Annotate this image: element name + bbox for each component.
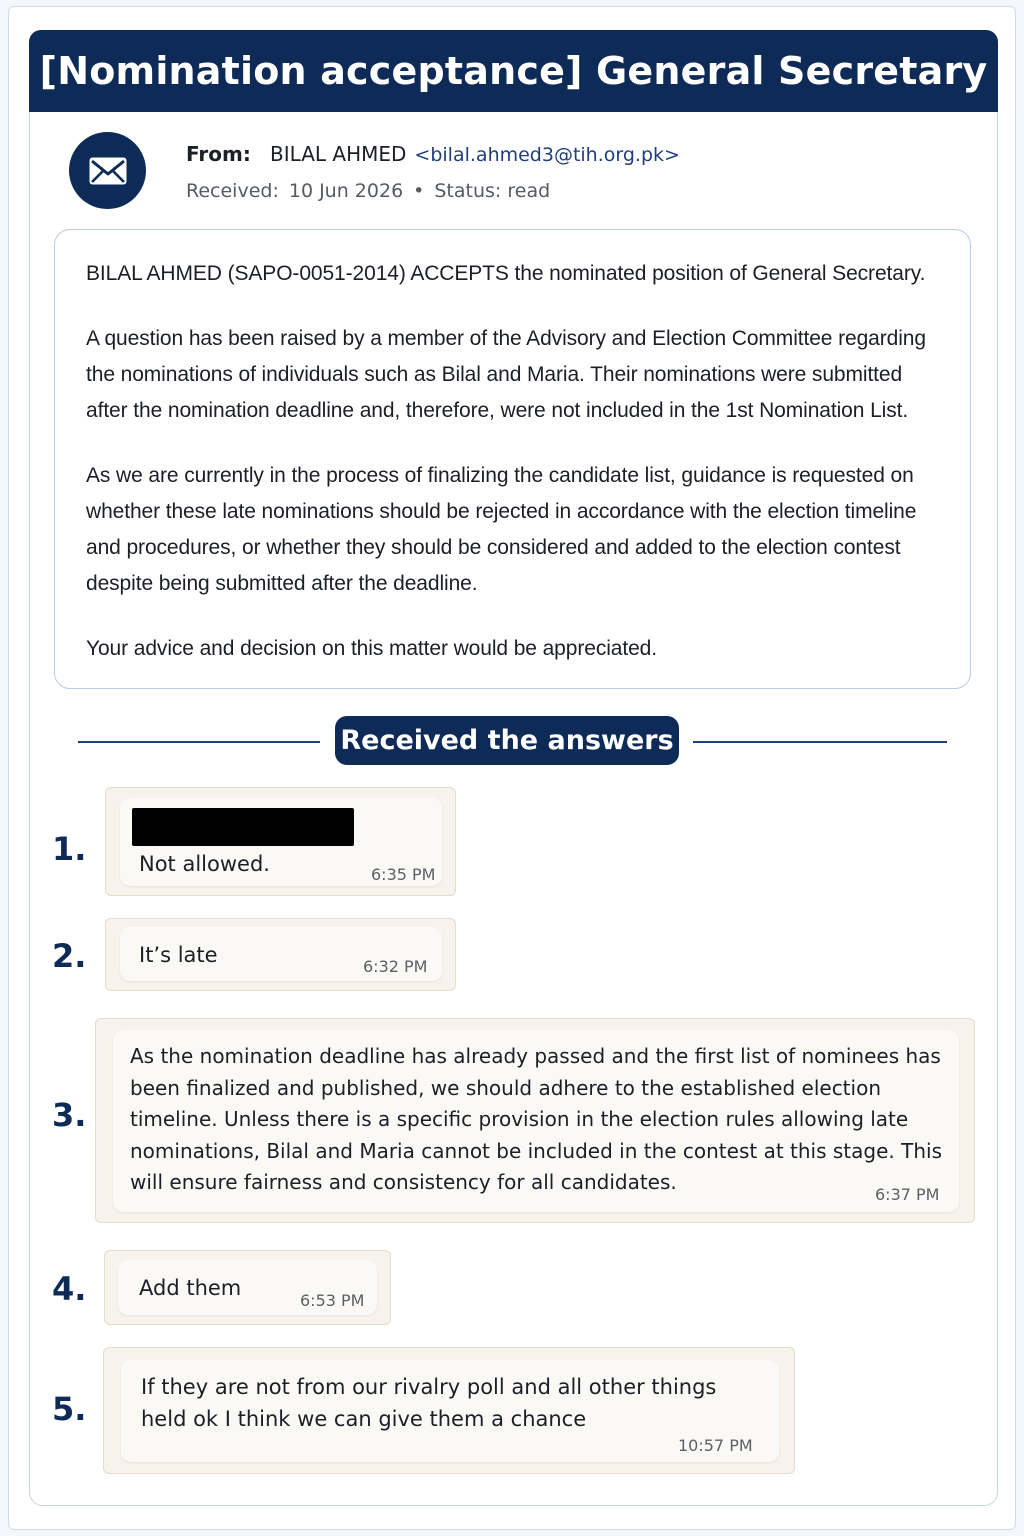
redacted-sender	[132, 808, 354, 846]
sender-line	[186, 142, 680, 166]
meta-line	[186, 180, 550, 202]
received-label: Received:	[186, 180, 279, 202]
divider-left	[78, 741, 320, 743]
title-bar	[29, 30, 998, 112]
answer-text: As the nomination deadline has already passed and the first list of nominees has been finalized and published, we should adhere to the established election timeline. Unless there is a specific provision in the election rules allowing late nominations, Bilal and Maria cannot be included in the contest at this stage. This will ensure fairness and consistency for all candidates.	[130, 1044, 942, 1194]
divider-right	[693, 741, 947, 743]
answer-text: Add them	[139, 1276, 242, 1300]
answer-number: 1.	[52, 830, 87, 868]
answer-text: If they are not from our rivalry poll and all other things held ok I think we can give them a chance	[141, 1375, 717, 1431]
read-status: Status: read	[434, 180, 551, 202]
acceptance-text: (SAPO-0051-2014) ACCEPTS the nominated position of General Secretary.	[221, 262, 926, 285]
answer-number: 2.	[52, 937, 87, 975]
closing-paragraph: Your advice and decision on this matter would be appreciated.	[86, 637, 657, 660]
received-date: 10 Jun 2026	[288, 180, 404, 202]
answer-text: It’s late	[139, 943, 218, 967]
question-paragraph: A question has been raised by a member of the Advisory and Election Committee regarding the nominations of individuals such as Bilal and Maria. Their nominations were submitted after the nomination deadline and, therefore, were not included in the 1st Nomination List.	[86, 327, 926, 422]
meta-separator: •	[413, 180, 425, 202]
sender-name: BILAL AHMED	[270, 142, 407, 166]
answer-text: Not allowed.	[139, 852, 270, 876]
envelope-icon	[69, 132, 146, 209]
email-body	[54, 229, 971, 689]
answer-time: 6:53 PM	[300, 1291, 365, 1310]
answer-time: 6:37 PM	[875, 1185, 940, 1204]
guidance-paragraph: As we are currently in the process of finalizing the candidate list, guidance is requested on whether these late nominations should be rejected in accordance with the election timeline and procedures, or whether they should be considered and added to the election contest despite being submitted after the deadline.	[86, 464, 917, 595]
answer-number: 3.	[52, 1096, 87, 1134]
answers-heading: Received the answers	[335, 716, 679, 765]
answer-number: 4.	[52, 1270, 87, 1308]
sender-email[interactable]: <bilal.ahmed3@tih.org.pk>	[414, 144, 680, 166]
acceptance-name: BILAL AHMED	[86, 262, 222, 285]
answer-number: 5.	[52, 1390, 87, 1428]
acceptance-paragraph	[86, 256, 940, 292]
from-label: From:	[186, 142, 251, 166]
answer-time: 6:35 PM	[371, 865, 436, 884]
answer-time: 6:32 PM	[363, 957, 428, 976]
answer-time: 10:57 PM	[678, 1436, 753, 1455]
email-subject: [Nomination acceptance] General Secretary	[39, 49, 988, 93]
